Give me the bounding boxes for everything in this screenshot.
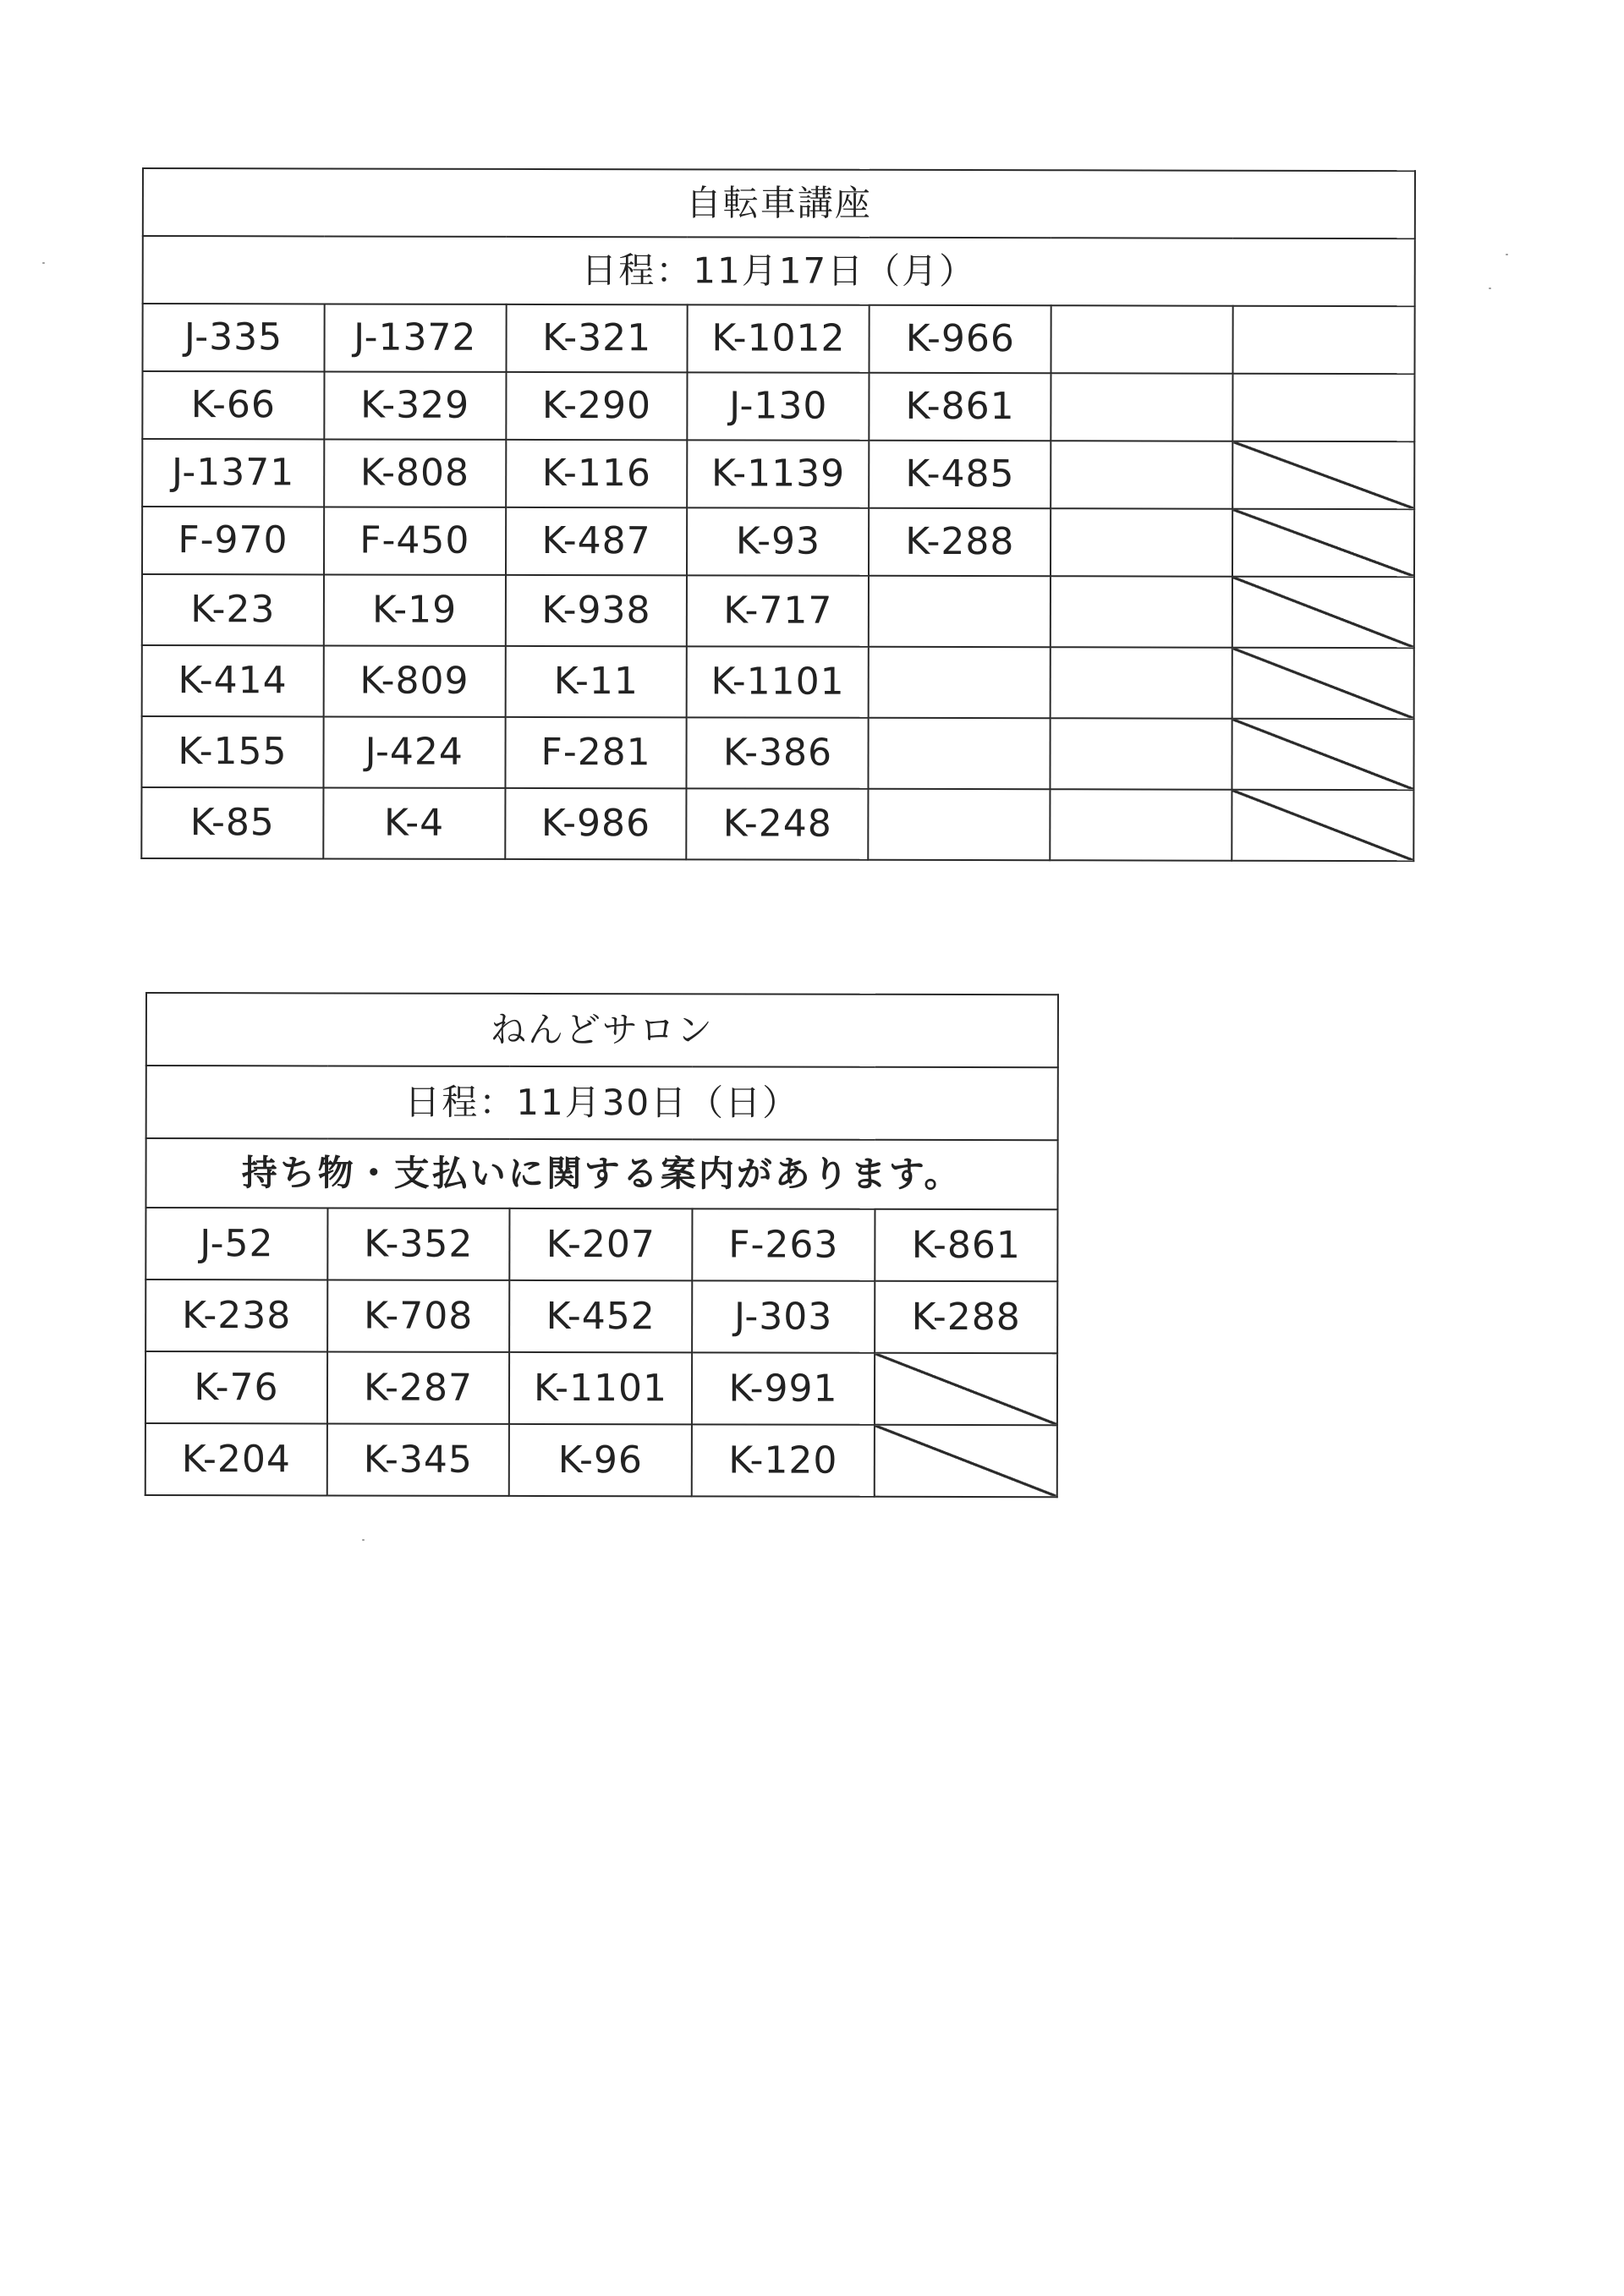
struck-out-cell [1232,790,1413,861]
participant-id-cell: K-288 [875,1281,1057,1353]
participant-id-cell: J-1371 [142,439,324,507]
bicycle-course-table [140,167,1416,862]
participant-id-cell: K-861 [875,1209,1057,1281]
participant-id-cell: F-970 [142,507,324,574]
participant-id-cell: K-287 [327,1351,509,1423]
schedule-date: 日程：11月30日（日） [146,1066,1058,1140]
participant-id-cell: K-485 [869,441,1051,508]
participant-id-cell: K-4 [323,787,505,858]
participant-id-cell: K-487 [506,507,688,575]
clay-salon-table [145,992,1059,1498]
empty-cell [869,576,1051,647]
table-row [142,645,1414,719]
participant-id-cell: J-1372 [324,304,506,371]
participant-id-cell: K-76 [145,1351,327,1423]
participant-id-cell: K-861 [870,373,1051,441]
struck-out-cell [875,1425,1057,1497]
table-row [141,787,1413,861]
participant-id-cell: J-130 [688,372,870,440]
participant-id-cell: K-1012 [688,304,870,372]
table-row [142,507,1414,577]
participant-id-cell: J-303 [692,1280,875,1352]
table-row [142,371,1414,441]
participant-id-cell: K-808 [324,439,506,507]
table-row [145,1351,1057,1425]
participant-id-cell: K-809 [323,645,505,716]
participant-id-cell: K-986 [505,788,687,859]
participant-id-cell: K-1101 [509,1352,692,1424]
participant-id-cell: K-1101 [687,646,869,717]
participant-id-cell: J-52 [145,1208,327,1280]
participant-id-cell: K-96 [509,1424,692,1496]
participant-id-cell: K-11 [505,646,687,717]
struck-out-cell [1232,441,1414,509]
scan-speck [1506,254,1508,255]
table-row [145,1208,1057,1281]
empty-cell [1051,373,1232,441]
empty-cell [1051,647,1232,718]
participant-id-cell: K-717 [687,575,869,646]
table-row [145,1280,1057,1353]
empty-cell [1050,789,1232,860]
empty-cell [1051,718,1232,789]
empty-cell [1051,441,1232,508]
struck-out-cell [1232,577,1414,648]
participant-id-cell: K-290 [506,372,688,440]
participant-id-cell: K-329 [324,371,506,439]
participant-id-cell: K-85 [141,787,323,858]
struck-out-cell [875,1353,1057,1425]
participant-id-cell: J-424 [323,716,505,787]
empty-cell [1232,306,1414,374]
scan-speck [1489,288,1491,289]
participant-id-cell: K-345 [327,1423,509,1495]
struck-out-cell [1232,648,1414,719]
participant-id-cell: J-335 [142,304,324,371]
participant-id-cell: K-238 [145,1280,327,1351]
participant-id-cell: K-155 [141,716,323,787]
participant-id-cell: K-120 [692,1424,875,1496]
empty-cell [869,789,1051,860]
table-row [142,304,1414,374]
participant-id-cell: K-966 [870,305,1051,373]
empty-cell [1051,508,1232,576]
table-row [141,716,1413,790]
scan-speck [42,262,45,264]
participant-id-cell: K-116 [506,440,688,507]
participant-id-cell: K-321 [506,304,688,372]
empty-cell [1232,374,1414,441]
participant-id-cell: K-248 [687,788,869,859]
participant-id-cell: K-207 [509,1208,692,1280]
table-row [145,1423,1057,1497]
participant-id-cell: K-991 [692,1352,875,1424]
empty-cell [869,718,1051,789]
participant-id-cell: K-938 [505,575,687,646]
table-row [142,439,1414,509]
participant-id-cell: F-450 [324,507,506,574]
participant-id-cell: K-414 [142,645,324,716]
participant-id-cell: F-281 [505,717,687,788]
participant-id-cell: K-93 [687,507,869,575]
table-row [142,574,1414,648]
schedule-date: 日程：11月17日（月） [143,236,1415,306]
participant-id-cell: K-352 [327,1208,509,1280]
participant-id-cell: K-1139 [688,440,870,507]
participant-id-cell: K-452 [509,1280,692,1352]
participant-id-cell: F-263 [692,1208,875,1280]
notice-text: 持ち物・支払いに関する案内があります。 [145,1138,1057,1209]
empty-cell [1051,305,1233,373]
table-title: 自転車講座 [143,168,1415,238]
struck-out-cell [1232,509,1414,577]
scan-speck [362,1539,365,1541]
participant-id-cell: K-19 [324,574,506,645]
participant-id-cell: K-66 [142,371,324,439]
participant-id-cell: K-288 [869,508,1051,576]
participant-id-cell: K-708 [327,1280,509,1351]
participant-id-cell: K-23 [142,574,324,645]
table-title: ねんどサロン [146,993,1058,1067]
empty-cell [869,647,1051,718]
empty-cell [1051,576,1232,647]
participant-id-cell: K-204 [145,1423,327,1495]
participant-id-cell: K-386 [687,717,869,788]
struck-out-cell [1232,719,1413,790]
